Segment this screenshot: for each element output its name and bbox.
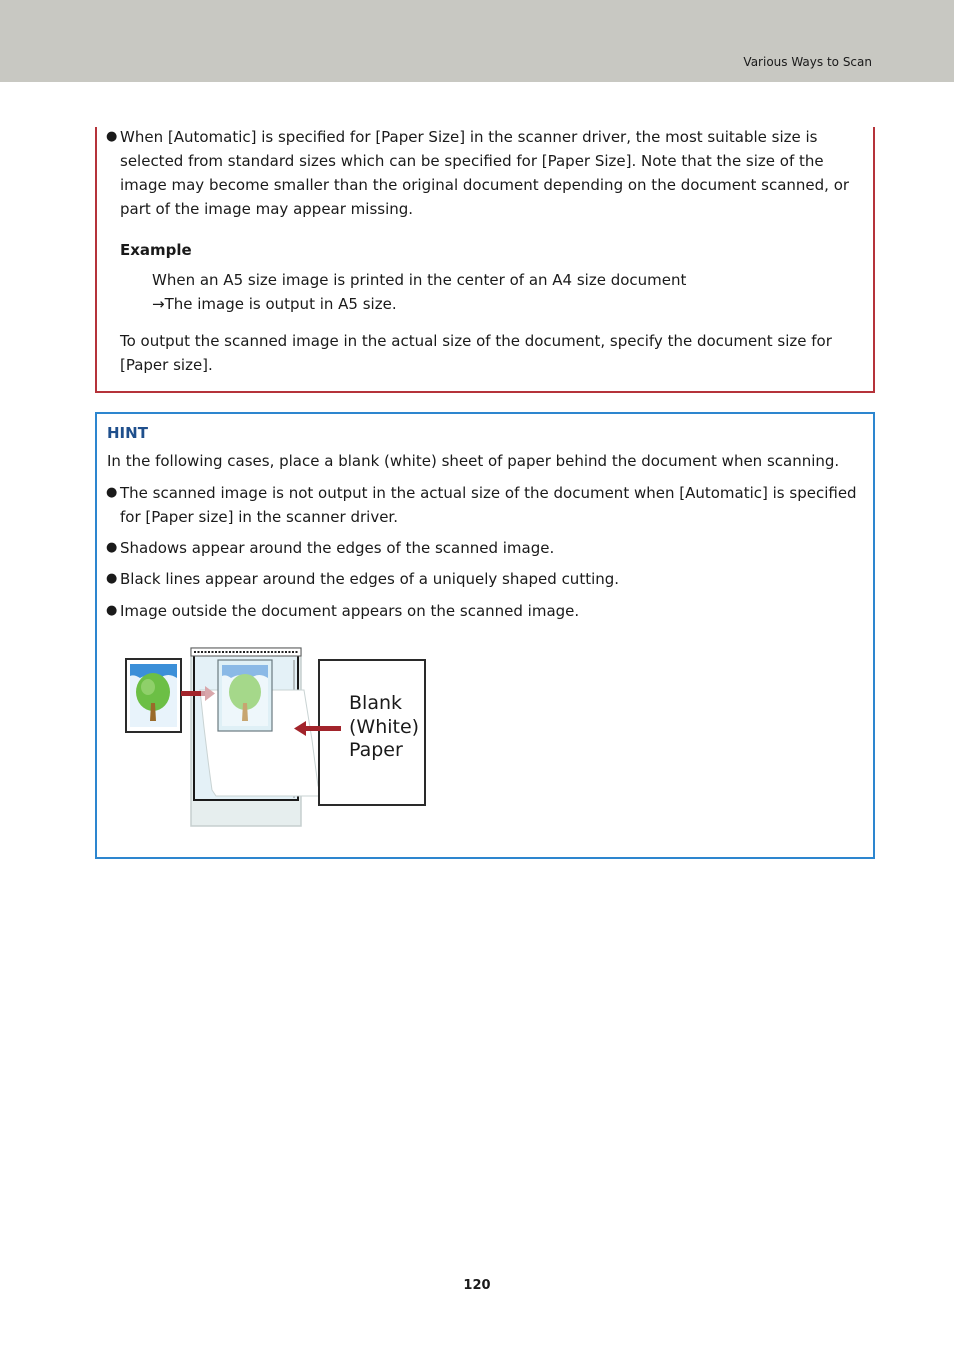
- hint-label: HINT: [107, 424, 148, 442]
- note-line-1: When [Automatic] is specified for [Paper Size] in the scanner driver, the most suitable size is: [120, 128, 818, 146]
- header-title: Various Ways to Scan: [743, 55, 872, 69]
- document-image: [126, 659, 181, 732]
- output-line-2: [Paper size].: [120, 356, 213, 374]
- output-line-1: To output the scanned image in the actual size of the document, specify the document size for: [120, 332, 832, 350]
- note-line-3: image may become smaller than the original document depending on the document scanned, or: [120, 176, 850, 194]
- hint-item-2: Shadows appear around the edges of the scanned image.: [120, 539, 555, 557]
- note-line-2: selected from standard sizes which can be specified for [Paper Size]. Note that the size of the: [120, 152, 824, 170]
- hint-bullet: ●: [106, 485, 118, 500]
- hint-bullet: ●: [106, 603, 118, 618]
- example-line-1: When an A5 size image is printed in the center of an A4 size document: [152, 271, 687, 289]
- example-line-2: →The image is output in A5 size.: [152, 295, 397, 313]
- example-heading: Example: [120, 241, 192, 259]
- hint-item-4: Image outside the document appears on the scanned image.: [120, 602, 580, 620]
- hint-bullet: ●: [106, 540, 118, 555]
- blank-paper-label-1: Blank: [349, 692, 403, 714]
- hint-item-1-line-2: for [Paper size] in the scanner driver.: [120, 508, 398, 526]
- hint-intro: In the following cases, place a blank (white) sheet of paper behind the document when scanning.: [107, 452, 840, 470]
- blank-paper-label-3: Paper: [349, 739, 403, 761]
- note-line-4: part of the image may appear missing.: [120, 200, 414, 218]
- note-bullet: ●: [106, 129, 118, 144]
- hint-bullet: ●: [106, 571, 118, 586]
- hint-item-1-line-1: The scanned image is not output in the actual size of the document when [Automatic] is specified: [120, 484, 857, 502]
- blank-paper-label-2: (White): [349, 716, 420, 738]
- hint-item-3: Black lines appear around the edges of a uniquely shaped cutting.: [120, 570, 620, 588]
- page-number: 120: [463, 1278, 491, 1293]
- document-in-sheet: [218, 660, 272, 731]
